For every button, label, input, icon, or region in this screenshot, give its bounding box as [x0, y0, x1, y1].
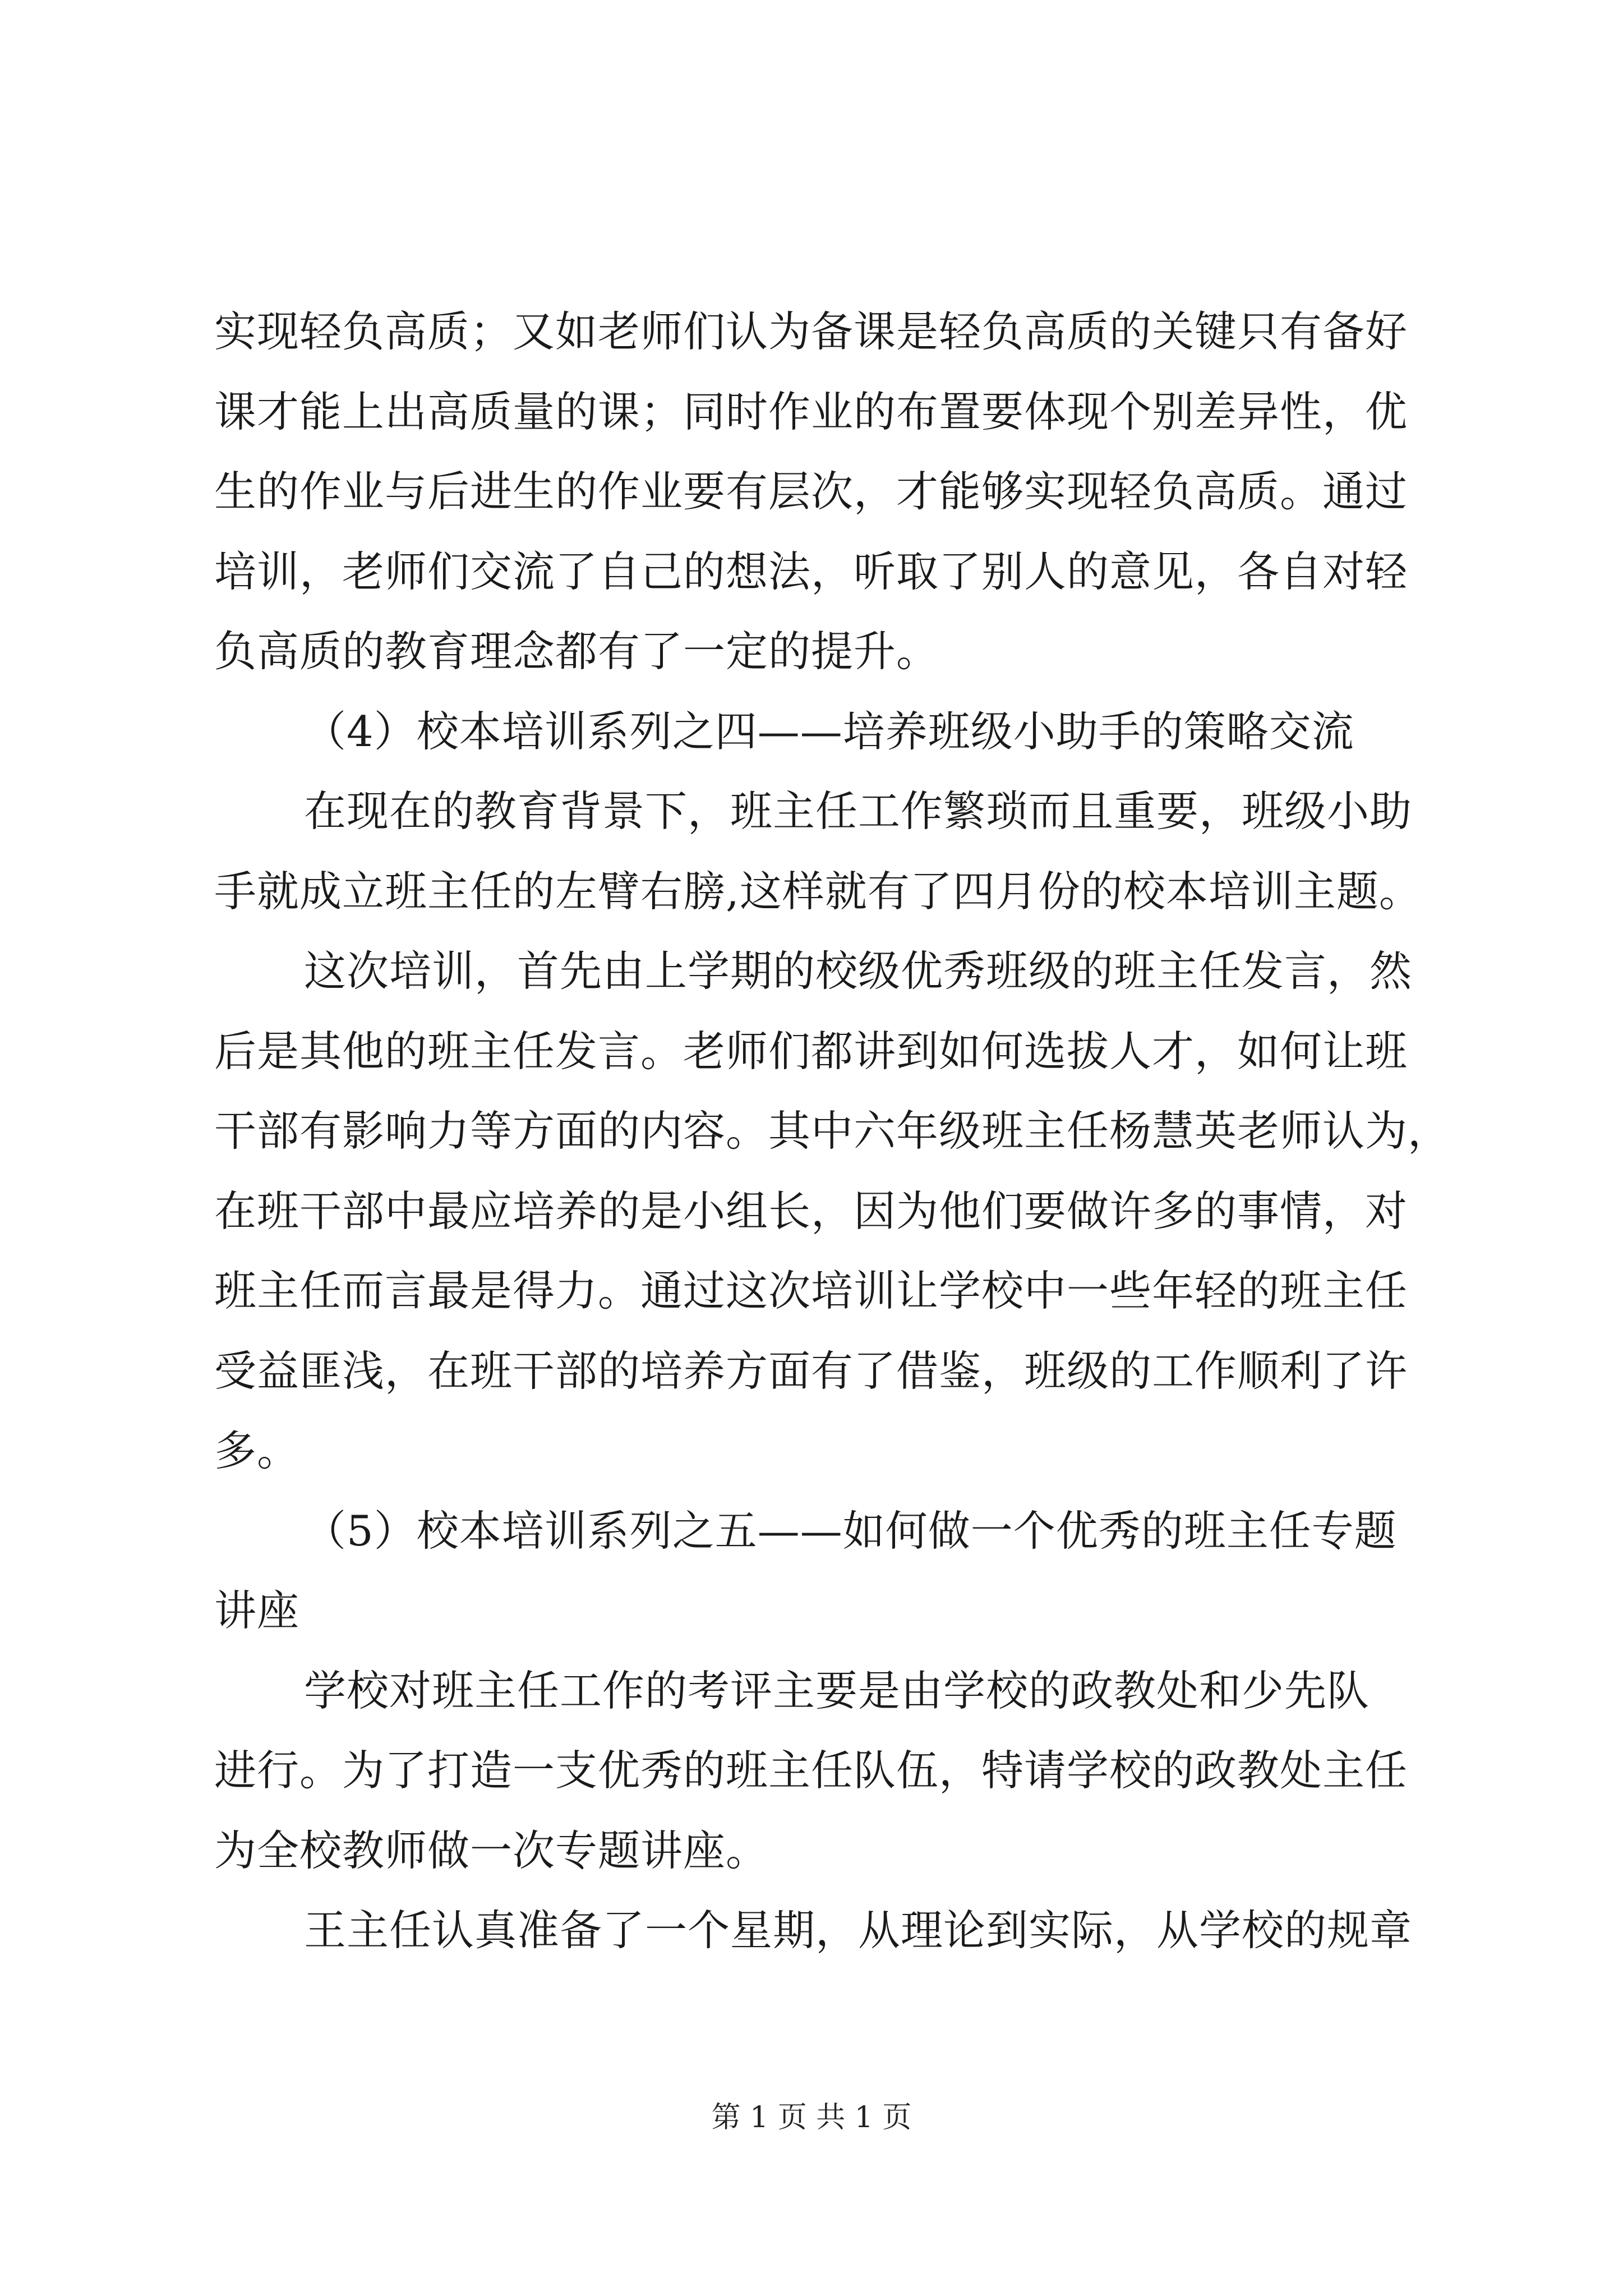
text-line: 学校对班主任工作的考评主要是由学校的政教处和少先队	[304, 1665, 1370, 1715]
page-footer	[0, 2095, 1623, 2140]
text-line: 干部有影响力等方面的内容。其中六年级班主任杨慧英老师认为，	[214, 1106, 1451, 1156]
paragraph-director-prep	[214, 1890, 1437, 1971]
text-line: 多。	[214, 1426, 300, 1475]
paragraph-training-details	[214, 931, 1451, 1491]
text-line: 负高质的教育理念都有了一定的提升。	[214, 627, 939, 676]
page-number-label: 第 1 页 共 1 页	[711, 2101, 912, 2134]
document-body	[214, 292, 1451, 1971]
section-heading-line: 讲座	[214, 1586, 300, 1635]
text-line: 班主任而言最是得力。通过这次培训让学校中一些年轻的班主任	[214, 1266, 1408, 1315]
text-line: 课才能上出高质量的课；同时作业的布置要体现个别差异性，优	[214, 386, 1408, 436]
text-line: 进行。为了打造一支优秀的班主任队伍，特请学校的政教处主任	[214, 1746, 1408, 1795]
text-line: 这次培训，首先由上学期的校级优秀班级的班主任发言，然	[304, 946, 1413, 996]
paragraph-evaluation	[214, 1651, 1437, 1891]
section-heading-line: （4）校本培训系列之四——培养班级小助手的策略交流	[304, 706, 1354, 756]
paragraph-background	[214, 771, 1437, 931]
text-line: 手就成立班主任的左臂右膀,这样就有了四月份的校本培训主题。	[214, 866, 1422, 916]
section-heading-line: （5）校本培训系列之五——如何做一个优秀的班主任专题	[304, 1506, 1397, 1556]
text-line: 培训，老师们交流了自己的想法，听取了别人的意见，各自对轻	[214, 546, 1408, 596]
text-line: 在班干部中最应培养的是小组长，因为他们要做许多的事情，对	[214, 1186, 1408, 1236]
section-heading-5	[214, 1491, 1437, 1651]
text-line: 受益匪浅，在班干部的培养方面有了借鉴，班级的工作顺利了许	[214, 1346, 1408, 1396]
text-line: 为全校教师做一次专题讲座。	[214, 1825, 769, 1875]
text-line: 后是其他的班主任发言。老师们都讲到如何选拔人才，如何让班	[214, 1026, 1408, 1076]
text-line: 生的作业与后进生的作业要有层次，才能够实现轻负高质。通过	[214, 467, 1408, 516]
text-line: 王主任认真准备了一个星期，从理论到实际，从学校的规章	[304, 1906, 1413, 1955]
paragraph-continuation	[214, 292, 1437, 692]
text-line: 实现轻负高质；又如老师们认为备课是轻负高质的关键只有备好	[214, 307, 1408, 356]
section-heading-4	[214, 692, 1437, 772]
text-line: 在现在的教育背景下，班主任工作繁琐而且重要，班级小助	[304, 786, 1413, 836]
